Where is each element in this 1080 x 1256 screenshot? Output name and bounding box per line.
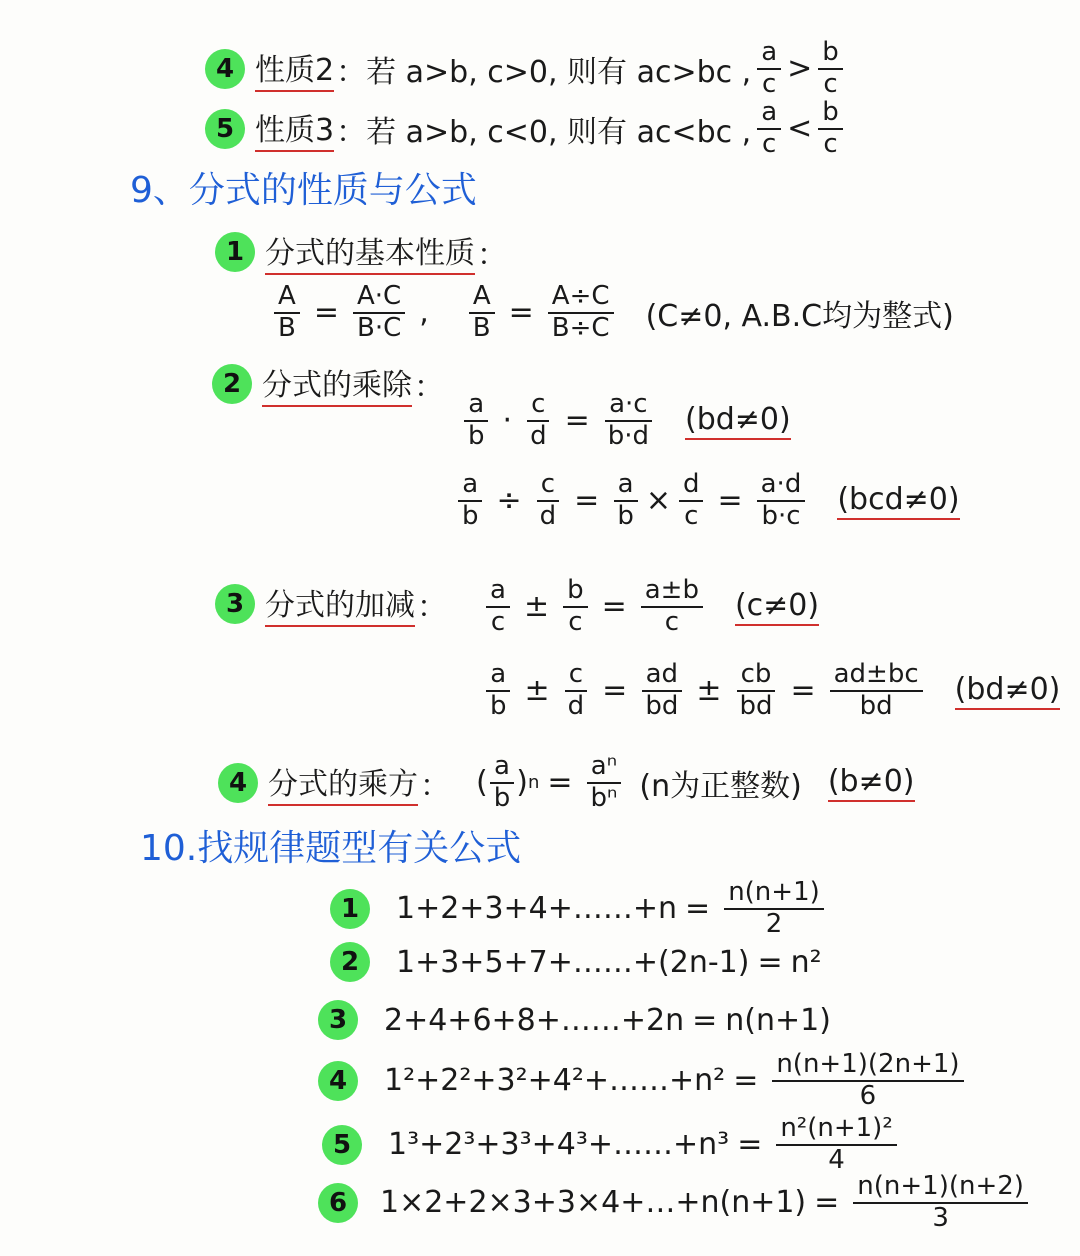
fraction: $\frac{n(n+1)}{2}$ [724,878,824,940]
fraction: $\frac{a}{b}$ [458,470,483,532]
fraction: $\frac{a\cdot c}{b\cdot d}$ [604,390,653,452]
item-label: 分式的乘方 [268,759,418,806]
pattern-formula-1: 1 1+2+3+4+……+n = $\frac{n(n+1)}{2}$ [330,878,830,940]
number-badge: 1 [330,889,370,929]
fraction: $\frac{b}{c}$ [563,576,588,638]
exponent: n [527,772,540,794]
number-badge: 6 [318,1183,358,1223]
formula-rhs: n(n+1) [725,1002,831,1038]
number-badge: 4 [205,49,245,89]
formula-lhs: 1+2+3+4+……+n [396,891,678,927]
fraction: $\frac{A\div C}{B\div C}$ [548,282,614,344]
number-badge: 4 [218,763,258,803]
fraction: $\frac{d}{c}$ [679,470,704,532]
fraction: $\frac{a}{c}$ [486,576,510,638]
number-badge: 4 [318,1061,358,1101]
condition-note: (b≠0) [828,764,915,802]
condition-note: (bd≠0) [955,672,1061,710]
number-badge: 1 [215,232,255,272]
fraction: $\frac{a\cdot d}{b\cdot c}$ [757,470,806,532]
fraction: $\frac{c}{d}$ [564,660,589,722]
section-10-title: 10.找规律题型有关公式 [140,828,522,869]
formula-lhs: 1+3+5+7+……+(2n-1) [396,944,750,980]
fraction: $\frac{n(n+1)(2n+1)}{6}$ [772,1050,963,1112]
pattern-formula-4: 4 1²+2²+3²+4²+……+n² = $\frac{n(n+1)(2n+1)}{6}$ [318,1050,970,1112]
property-label: 性质2 [255,45,334,92]
fraction: $\frac{A}{B}$ [469,282,495,344]
fraction: $\frac{a\pm b}{c}$ [641,576,703,638]
fraction: $\frac{c}{d}$ [536,470,561,532]
property-condition: 若 a>b, c<0, 则有 ac<bc , [366,114,752,150]
fraction: $\frac{a}{c}$ [757,38,781,100]
number-badge: 2 [212,364,252,404]
fraction: $\frac{b}{c}$ [818,38,843,100]
fraction: $\frac{c}{d}$ [526,390,551,452]
number-badge: 5 [322,1125,362,1165]
fraction: $\frac{a}{b}$ [490,752,515,814]
pattern-formula-6: 6 1×2+2×3+3×4+…+n(n+1) = $\frac{n(n+1)(n+2)}{3}$ [318,1172,1034,1234]
add-same-denominator-formula: $\frac{a}{c}$ ± $\frac{b}{c}$ = $\frac{a\pm b}{c}$ (c≠0) [480,576,819,638]
pattern-formula-5: 5 1³+2³+3³+4³+……+n³ = $\frac{\text{n²(n+1)²}}{4}$ [322,1114,903,1176]
item-label: 分式的乘除 [262,360,412,407]
multiply-formula: $\frac{a}{b}$ · $\frac{c}{d}$ = $\frac{a\cdot c}{b\cdot d}$ (bd≠0) [458,390,791,452]
fraction: $\frac{A}{B}$ [274,282,300,344]
number-badge: 5 [205,109,245,149]
fraction: $\frac{b}{c}$ [818,98,843,160]
formula-rhs: n² [790,944,822,980]
condition-note: (C≠0, A.B.C均为整式) [645,298,954,334]
formula-lhs: 1³+2³+3³+4³+……+n³ [388,1127,730,1163]
fraction: $\frac{A\cdot C}{B\cdot C}$ [353,282,405,344]
fraction: $\frac{ad}{bd}$ [641,660,682,722]
fraction: $\frac{a}{b}$ [486,660,511,722]
number-badge: 3 [215,584,255,624]
add-different-denominator-formula: $\frac{a}{b}$ ± $\frac{c}{d}$ = $\frac{ad}{bd}$ ± $\frac{cb}{bd}$ = $\frac{ad\pm bc}{bd}$ (bd≠0) [480,660,1060,722]
inequality-op: > [787,51,813,87]
fraction: $\frac{\text{n²(n+1)²}}{4}$ [776,1114,896,1176]
item-label: 分式的基本性质 [265,228,475,275]
pattern-formula-3: 3 2+4+6+8+……+2n = n(n+1) [318,1000,831,1040]
power-heading: 4 分式的乘方 ： ( $\frac{a}{b}$ ) n = $\frac{\text{aⁿ}}{\text{bⁿ}}$ (n为正整数) (b≠0) [218,752,915,814]
property-3-row: 5 性质3 ： 若 a>b, c<0, 则有 ac<bc , $\frac{a}{c}$ < $\frac{b}{c}$ [205,98,849,160]
fraction: $\frac{a}{c}$ [757,98,781,160]
property-label: 性质3 [255,105,334,152]
condition-note: (bcd≠0) [837,482,959,520]
fraction: $\frac{\text{aⁿ}}{\text{bⁿ}}$ [587,752,622,814]
property-condition: 若 a>b, c>0, 则有 ac>bc , [366,54,752,90]
fraction: $\frac{ad\pm bc}{bd}$ [830,660,923,722]
basic-property-formula: $\frac{A}{B}$ = $\frac{A\cdot C}{B\cdot C}$ , $\frac{A}{B}$ = $\frac{A\div C}{B\div C}$ (C≠0, A.B.C均为整式) [268,282,954,344]
inequality-op: < [787,111,813,147]
number-badge: 3 [318,1000,358,1040]
section-9-title: 9、分式的性质与公式 [130,170,477,211]
fraction: $\frac{a}{b}$ [613,470,638,532]
number-badge: 2 [330,942,370,982]
item-label: 分式的加减 [265,580,415,627]
formula-lhs: 1×2+2×3+3×4+…+n(n+1) [380,1185,807,1221]
pattern-formula-2: 2 1+3+5+7+……+(2n-1) = n² [330,942,822,982]
divide-formula: $\frac{a}{b}$ ÷ $\frac{c}{d}$ = $\frac{a}{b}$ × $\frac{d}{c}$ = $\frac{a\cdot d}{b\cdot c}$ (bcd≠0) [452,470,960,532]
property-2-row: 4 性质2 ： 若 a>b, c>0, 则有 ac>bc , $\frac{a}{c}$ > $\frac{b}{c}$ [205,38,849,100]
fraction: $\frac{cb}{bd}$ [735,660,776,722]
add-subtract-heading: 3 分式的加减 ： [215,580,447,627]
fraction: $\frac{a}{b}$ [464,390,489,452]
fraction: $\frac{n(n+1)(n+2)}{3}$ [853,1172,1028,1234]
condition-note: (c≠0) [735,588,819,626]
condition-note: (bd≠0) [685,402,791,440]
formula-lhs: 1²+2²+3²+4²+……+n² [384,1063,726,1099]
integer-note: (n为正整数) [639,768,802,804]
multiply-divide-heading: 2 分式的乘除 ： [212,360,444,407]
basic-property-heading: 1 分式的基本性质 ： [215,228,507,275]
formula-lhs: 2+4+6+8+……+2n [384,1002,685,1038]
